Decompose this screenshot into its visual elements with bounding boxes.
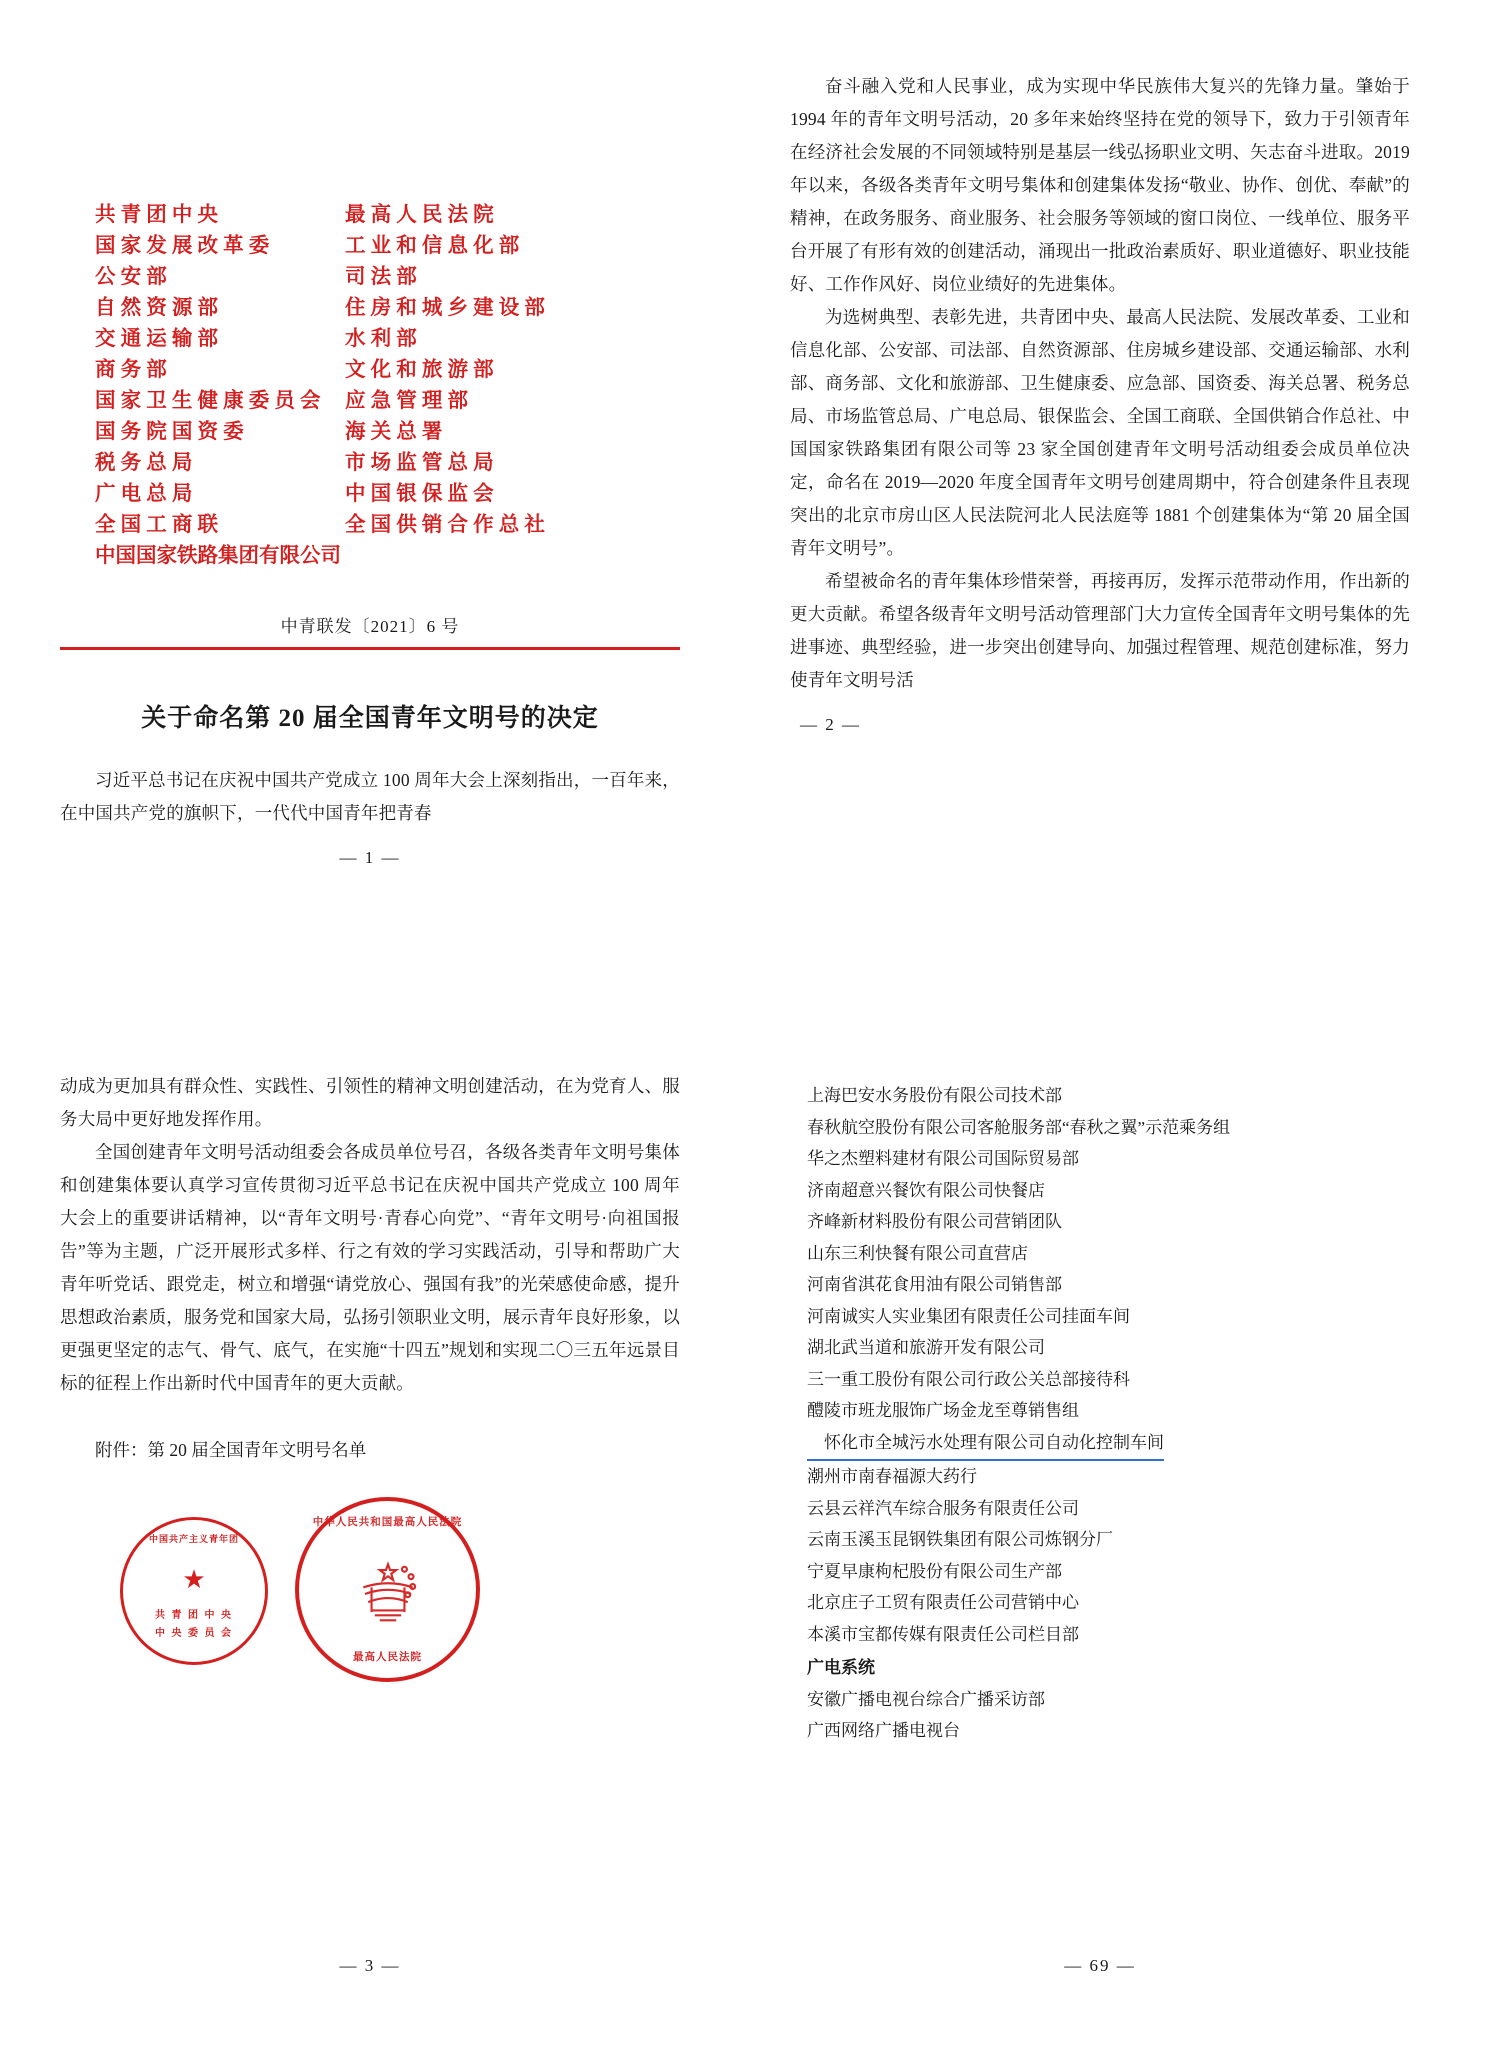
page-2 [790, 40, 1410, 990]
list-item: 上海巴安水务股份有限公司技术部 [807, 1086, 1062, 1105]
issuer-left-3: 公 安 部 [95, 266, 167, 288]
unit-name-list [790, 1080, 1410, 1747]
list-item: 本溪市宝都传媒有限责任公司栏目部 [807, 1624, 1079, 1644]
page1-body [60, 764, 680, 830]
issuer-left-11: 全 国 工 商 联 [95, 514, 218, 536]
issuer-right-3: 司 法 部 [345, 266, 417, 288]
list-item: 湖北武当道和旅游开发有限公司 [807, 1338, 1045, 1357]
list-item-highlighted [790, 1427, 1410, 1462]
issuer-right-1: 最 高 人 民 法 院 [345, 204, 494, 226]
page2-body [790, 70, 1410, 697]
page-4 [790, 1070, 1410, 2010]
issuer-right-8: 海 关 总 署 [345, 421, 443, 443]
page3-paragraph-1: 动成为更加具有群众性、实践性、引领性的精神文明创建活动，在为党育人、服务大局中更好地发挥作用。 [60, 1076, 680, 1129]
list-item: 三一重工股份有限公司行政公关总部接待科 [807, 1369, 1130, 1389]
issuer-left-8: 国 务 院 国 资 委 [95, 421, 244, 443]
star-icon: ★ [182, 1564, 206, 1594]
list-item: 济南超意兴餐饮有限公司快餐店 [807, 1180, 1045, 1200]
issuer-right-4: 住 房 和 城 乡 建 设 部 [345, 297, 545, 319]
issuer-right-2: 工 业 和 信 息 化 部 [345, 235, 520, 257]
page1-paragraph: 习近平总书记在庆祝中国共产党成立 100 周年大会上深刻指出，一百年来，在中国共产党的旗帜下，一代代中国青年把青春 [60, 769, 680, 823]
list-item: 山东三利快餐有限公司直营店 [807, 1243, 1028, 1263]
red-divider [60, 647, 680, 650]
seal1-arc-top: 中国共产主义青年团 [148, 1534, 239, 1544]
page2-paragraph-3: 希望被命名的青年集体珍惜荣誉，再接再厉，发挥示范带动作用，作出新的更大贡献。希望各级青年文明号活动管理部门大力宣传全国青年文明号集体的先进事迹、典型经验，进一步突出创建导向、加强过程管理、规范创建标准，努力使青年文明号活 [790, 571, 1410, 690]
issuer-block [95, 200, 680, 572]
issuer-left-9: 税 务 总 局 [95, 452, 193, 474]
attachment-line: 附件：第 20 届全国青年文明号名单 [95, 1440, 367, 1460]
page-3-number: — 3 — [339, 1956, 401, 1975]
list-item: 云南玉溪玉昆钢铁集团有限公司炼钢分厂 [807, 1530, 1113, 1549]
issuer-right-10: 中 国 银 保 监 会 [345, 483, 494, 505]
page3-body [60, 1070, 680, 1400]
list-item: 齐峰新材料股份有限公司营销团队 [807, 1212, 1062, 1231]
list-item: 河南省淇花食用油有限公司销售部 [807, 1275, 1062, 1294]
list-item: 醴陵市班龙服饰广场金龙至尊销售组 [807, 1401, 1079, 1420]
list-item: 河南诚实人实业集团有限责任公司挂面车间 [807, 1306, 1130, 1326]
page2-paragraph-2: 为选树典型、表彰先进，共青团中央、最高人民法院、发展改革委、工业和信息化部、公安部、司法部、自然资源部、住房城乡建设部、交通运输部、水利部、商务部、文化和旅游部、卫生健康委、应急部、国资委、海关总署、税务总局、市场监管总局、广电总局、银保监会、全国工商联、全国供销合作总社、中国国家铁路集团有限公司等 23 家全国创建青年文明号活动组委会成员单位决定，命名在 2019—2020 年度全国青年文明号创建周期中，符合创建条件且表现突出的北京市房山区人民法院河北人民法庭等 1881 个创建集体为“第 20 届全国青年文明号”。 [790, 307, 1410, 558]
issuer-right-11: 全 国 供 销 合 作 总 社 [345, 514, 545, 536]
seal-communist-youth-league [120, 1517, 268, 1665]
issuer-right-6: 文 化 和 旅 游 部 [345, 359, 494, 381]
list-section-header: 广电系统 [807, 1658, 875, 1677]
list-item: 华之杰塑料建材有限公司国际贸易部 [807, 1149, 1079, 1168]
list-item: 宁夏早康枸杞股份有限公司生产部 [807, 1561, 1062, 1581]
document-title: 关于命名第 20 届全国青年文明号的决定 [141, 704, 599, 732]
page-2-number: — 2 — [800, 715, 861, 734]
seal-group [60, 1485, 680, 1695]
seal1-line-1: 共 青 团 中 央 [155, 1610, 233, 1621]
issuer-left-4: 自 然 资 源 部 [95, 297, 218, 319]
list-item: 春秋航空股份有限公司客舱服务部“春秋之翼”示范乘务组 [807, 1117, 1231, 1137]
national-emblem-icon [346, 1554, 430, 1628]
highlighted-unit-name: 怀化市全城污水处理有限公司自动化控制车间 [807, 1427, 1164, 1462]
issuer-right-9: 市 场 监 管 总 局 [345, 452, 494, 474]
list-item: 云县云祥汽车综合服务有限责任公司 [807, 1498, 1079, 1518]
issuer-single-line: 中国国家铁路集团有限公司 [95, 545, 341, 567]
page-4-number: — 69 — [1064, 1956, 1136, 1975]
seal1-line-2: 中 央 委 员 会 [155, 1628, 233, 1639]
issuer-left-10: 广 电 总 局 [95, 483, 193, 505]
issuer-right-5: 水 利 部 [345, 328, 417, 350]
list-item: 潮州市南春福源大药行 [807, 1467, 977, 1486]
list-item: 安徽广播电视台综合广播采访部 [807, 1689, 1045, 1709]
page-1-number: — 1 — [339, 847, 401, 867]
list-item: 北京庄子工贸有限责任公司营销中心 [807, 1593, 1079, 1612]
document-number: 中青联发〔2021〕6 号 [280, 617, 460, 636]
seal2-arc-top: 中华人民共和国最高人民法院 [312, 1517, 463, 1528]
issuer-left-1: 共 青 团 中 央 [95, 204, 218, 226]
issuer-right-7: 应 急 管 理 部 [345, 390, 468, 412]
page-1 [60, 40, 680, 990]
issuer-left-6: 商 务 部 [95, 359, 167, 381]
issuer-left-5: 交 通 运 输 部 [95, 328, 218, 350]
seal2-arc-bottom: 最高人民法院 [353, 1652, 422, 1663]
issuer-left-2: 国 家 发 展 改 革 委 [95, 235, 270, 257]
page2-paragraph-1: 奋斗融入党和人民事业，成为实现中华民族伟大复兴的先锋力量。肇始于 1994 年的青年文明号活动，20 多年来始终坚持在党的领导下，致力于引领青年在经济社会发展的不同领域特别是基层一线弘扬职业文明、矢志奋斗进取。2019 年以来，各级各类青年文明号集体和创建集体发扬“敬业、协作、创优、奉献”的精神，在政务服务、商业服务、社会服务等领域的窗口岗位、一线单位、服务平台开展了有形有效的创建活动，涌现出一批政治素质好、职业道德好、职业技能好、工作作风好、岗位业绩好的先进集体。 [790, 76, 1410, 294]
page3-paragraph-2: 全国创建青年文明号活动组委会各成员单位号召，各级各类青年文明号集体和创建集体要认真学习宣传贯彻习近平总书记在庆祝中国共产党成立 100 周年大会上的重要讲话精神，以“青年文明号·青春心向党”、“青年文明号·向祖国报告”等为主题，广泛开展形式多样、行之有效的学习实践活动，引导和帮助广大青年听党话、跟党走，树立和增强“请党放心、强国有我”的光荣感使命感，提升思想政治素质，服务党和国家大局，弘扬引领职业文明，展示青年良好形象，以更强更坚定的志气、骨气、底气，在实施“十四五”规划和实现二〇三五年远景目标的征程上作出新时代中国青年的更大贡献。 [60, 1142, 680, 1393]
list-item: 广西网络广播电视台 [807, 1721, 960, 1740]
issuer-left-7: 国 家 卫 生 健 康 委 员 会 [95, 390, 321, 412]
page-3 [60, 1070, 680, 2010]
seal-supreme-peoples-court [295, 1497, 480, 1682]
